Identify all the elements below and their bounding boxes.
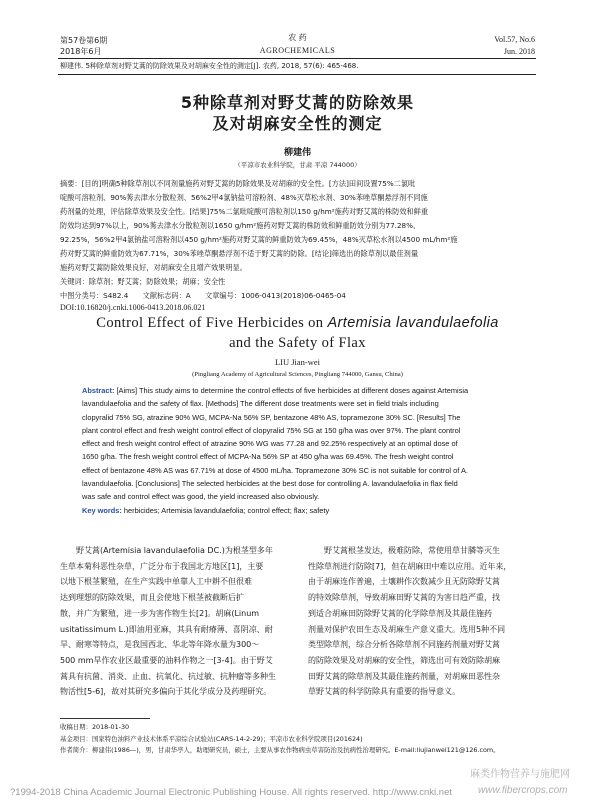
- abstract-en-line: plant control effect and fresh weight control effect of clopyralid 75% SG at 150 g/ha was over 97%. The plant control: [82, 425, 461, 435]
- keywords-en: herbicides; Artemisia lavandulaefolia; control effect; flax; safety: [121, 505, 330, 515]
- abstract-cn-line: 药剂量的处理，评估除草效果及安全性。[结果]75%二氯吡啶酸可溶粒剂以150 g/hm²施药对野艾蒿的株防效和鲜重: [60, 207, 429, 216]
- abstract-en-line: clopyralid 75% SG, atrazine 90% WG, MCPA-Na 56% SP, bentazone 48% AS, topramezone 30% SC. [Results] The: [82, 412, 461, 422]
- body-line: 由于胡麻连作普遍，土壤耕作次数减少且无防除野艾蒿: [308, 577, 500, 587]
- site-watermark-en: www.fibercrops.com: [478, 785, 568, 796]
- body-line: 旱、耐寒等特点，是我国西北、华北等年降水量为300～: [60, 640, 260, 650]
- body-line: 的防除效果及对胡麻的安全性，筛选出可有效防除胡麻: [308, 655, 500, 665]
- title-en-text: Control Effect of Five Herbicides on: [96, 315, 328, 331]
- body-line: 野艾蒿(Artemisia lavandulaefolia DC.)为根茎型多年: [60, 546, 273, 555]
- footnote-rule: [60, 718, 150, 719]
- footnote-funding: 基金项目：国家特色油料产业技术体系平凉综合试验站(CARS-14-2-29)；平凉市农业科学院项目(201624): [60, 734, 363, 743]
- abstract-cn-line: 92.25%，56%2甲4氯钠盐可溶粉剂以450 g/hm²施药对野艾蒿的鲜重防效为69.45%，48%灭草松水剂以4500 mL/hm²施: [60, 235, 458, 244]
- title-cn-line1: 5种除草剂对野艾蒿的防除效果: [180, 93, 415, 112]
- abstract-en-line: effect and fresh weight control effect of atrazine 90% WG was 77.28 and 92.25% respectively at an optimal dose of: [82, 439, 458, 449]
- keywords-en-label: Key words:: [82, 505, 122, 515]
- journal-name-en: AGROCHEMICALS: [259, 46, 336, 55]
- site-watermark-cn: 麻类作物营养与施肥网: [470, 769, 570, 780]
- citation-line: 柳建伟. 5种除草剂对野艾蒿的防除效果及对胡麻安全性的测定[J]. 农药, 2018, 57(6): 465-468.: [60, 62, 359, 70]
- body-column-left: [60, 543, 300, 700]
- abstract-cn: [60, 177, 540, 275]
- body-line: 蒿具有抗菌、消炎、止血、抗氧化、抗过敏、抗肿瘤等多种生: [60, 671, 276, 681]
- author-cn: 柳建伟: [283, 148, 311, 158]
- footnote-received: 收稿日期：2018-01-30: [60, 723, 130, 731]
- body-line: 达到理想的防除效果，而且会使地下根茎被截断后扩: [60, 593, 244, 603]
- date-en: Jun. 2018: [503, 47, 535, 56]
- abstract-en: [82, 384, 540, 517]
- body-line: 性除草剂进行防除[7]，但在胡麻田中难以应用。近年来，: [308, 561, 512, 571]
- title-en-line2: and the Safety of Flax: [229, 335, 366, 351]
- abstract-en-line: lavandulaefolia. [Conclusions] The selected herbicides at the best dose for controlling A. lavandulaefolia in flax field: [82, 479, 458, 489]
- body-line: 类型除草剂，综合分析各除草剂不同施药剂量对野艾蒿: [308, 640, 500, 650]
- footnote-author: 作者简介：柳建伟(1986—)，男，甘肃华亭人，助理研究员，硕士，主要从事农作物病虫草害防治及抗病性治理研究。E-mail:liujianwei121@126.com。: [60, 746, 500, 754]
- keywords-en-line: [82, 504, 540, 517]
- body-line: 到适合胡麻田防除野艾蒿的化学除草剂及其最佳施药: [308, 608, 492, 618]
- volume-issue-cn: 第57卷第6期: [60, 36, 108, 45]
- citation-rule: [58, 74, 536, 75]
- body-line: 田野艾蒿的除草剂及其最佳施药剂量，对胡麻田恶性杂: [308, 671, 500, 681]
- copyright-watermark: ?1994-2018 China Academic Journal Electronic Publishing House. All rights reserved. http://www.cnki.net: [10, 787, 452, 798]
- abstract-en-line: 1650 g/ha. The fresh weight control effect of MCPA-Na 56% SP at 450 g/ha was 69.45%. The fresh weight control: [82, 452, 454, 462]
- body-line: 以地下根茎繁殖，在生产实践中单靠人工中耕不但很难: [60, 577, 252, 587]
- body-line: 的特效除草剂，导致胡麻田野艾蒿的为害日趋严重，找: [308, 593, 500, 603]
- abstract-label: Abstract:: [82, 386, 115, 395]
- abstract-en-line: lavandulaefolia and the safety of flax. [Methods] The different dose treatments were set in field trials including: [82, 399, 439, 409]
- abstract-cn-line: 摘要：[目的]明确5种除草剂以不同剂量施药对野艾蒿的防除效果及对胡麻的安全性。[方法]田间设置75%二氯吡: [60, 179, 416, 188]
- body-line: 剂量对保护农田生态及胡麻生产意义重大。选用5种不同: [308, 624, 506, 634]
- abstract-en-line: [82, 384, 540, 397]
- doi: DOI:10.16820/j.cnki.1006-0413.2018.06.021: [60, 303, 206, 312]
- journal-name-cn: 农 药: [288, 33, 307, 42]
- body-line: usitatissimum L.)即油用亚麻，其具有耐瘠薄、喜阴凉、耐: [60, 624, 273, 634]
- header-rule: [58, 58, 536, 59]
- body-line: 500 mm旱作农业区最重要的油料作物之一[3-4]。由于野艾: [60, 655, 273, 665]
- footnotes: [60, 722, 540, 757]
- classification-line: 中图分类号：S482.4 文献标志码：A 文章编号：1006-0413(2018)06-0465-04: [60, 291, 346, 300]
- abstract-cn-line: 药对野艾蒿的鲜重防效为67.71%，30%苯唑草酮悬浮剂不适于野艾蒿的防除。[结论]筛选出的除草剂以最佳剂量: [60, 249, 419, 258]
- body-line: 生草本菊科恶性杂草，广泛分布于我国北方地区[1]，主要: [60, 561, 264, 571]
- body-line: 野艾蒿根茎发达，极难防除，常使用草甘膦等灭生: [308, 546, 500, 555]
- date-cn: 2018年6月: [60, 47, 102, 56]
- volume-issue-en: Vol.57, No.6: [494, 35, 535, 44]
- title-en-line1: [0, 313, 595, 334]
- abstract-cn-line: 啶酸可溶粒剂、90%莠去津水分散粒剂、56%2甲4氯钠盐可溶粉剂、48%灭草松水剂、30%苯唑草酮悬浮剂不同施: [60, 193, 428, 202]
- body-line: 草野艾蒿的科学防除具有重要的指导意义。: [308, 687, 460, 697]
- abstract-cn-line: 防效均达到97%以上，90%莠去津水分散粒剂以1650 g/hm²施药对野艾蒿的株防效和鲜重防效分别为77.28%、: [60, 221, 421, 230]
- abstract-en-line: effect of bentazone 48% AS was 67.71% at dose of 4500 mL/ha. Topramezone 30% SC is not suitable for control of A.: [82, 465, 468, 475]
- abstract-en-line: was safe and control effect was good, the yield increased also obviously.: [82, 492, 320, 502]
- title-en-species: Artemisia lavandulaefolia: [327, 315, 499, 331]
- affiliation-en: (Pingliang Academy of Agricultural Sciences, Pingliang 744000, Gansu, China): [192, 371, 403, 378]
- body-line: 散，并广为繁殖，进一步为害作物生长[2]。胡麻(Linum: [60, 608, 260, 618]
- abstract-en-text: [Aims] This study aims to determine the control effects of five herbicides at different doses against Artemisia: [114, 386, 469, 395]
- abstract-cn-line: 施药对野艾蒿防除效果良好，对胡麻安全且增产效果明显。: [60, 263, 247, 272]
- body-line: 物活性[5-6]，故对其研究多偏向于其化学成分及药理研究。: [60, 687, 272, 697]
- author-en: LIU Jian-wei: [274, 357, 321, 367]
- title-cn-line2: 及对胡麻安全性的测定: [212, 114, 383, 133]
- affiliation-cn: （平凉市农业科学院，甘肃 平凉 744000）: [234, 161, 361, 169]
- body-column-right: [308, 543, 540, 700]
- keywords-cn: 关键词：除草剂；野艾蒿；防除效果；胡麻；安全性: [60, 277, 226, 286]
